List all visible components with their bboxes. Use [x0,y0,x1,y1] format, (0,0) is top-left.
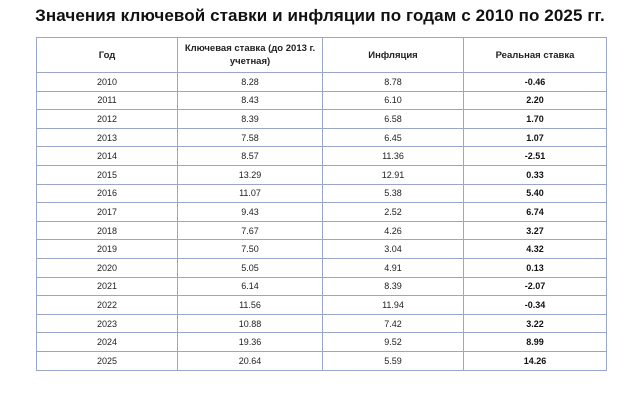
cell-real-rate: 3.27 [464,221,607,240]
table-row [37,221,607,240]
cell-year: 2012 [37,110,178,129]
cell-inflation: 5.59 [323,351,464,370]
rates-table [36,37,607,371]
table-row [37,165,607,184]
table-row [37,128,607,147]
cell-key-rate: 10.88 [178,314,323,333]
cell-real-rate: -2.07 [464,277,607,296]
cell-key-rate: 13.29 [178,165,323,184]
cell-year: 2017 [37,203,178,222]
cell-key-rate: 9.43 [178,203,323,222]
table-row [37,147,607,166]
cell-real-rate: 14.26 [464,351,607,370]
cell-key-rate: 20.64 [178,351,323,370]
cell-inflation: 2.52 [323,203,464,222]
cell-year: 2013 [37,128,178,147]
cell-real-rate: 3.22 [464,314,607,333]
cell-key-rate: 7.67 [178,221,323,240]
table-row [37,240,607,259]
cell-inflation: 6.10 [323,91,464,110]
cell-key-rate: 19.36 [178,333,323,352]
cell-key-rate: 8.28 [178,73,323,92]
cell-key-rate: 8.39 [178,110,323,129]
cell-year: 2019 [37,240,178,259]
cell-inflation: 11.36 [323,147,464,166]
cell-inflation: 9.52 [323,333,464,352]
table-row [37,184,607,203]
cell-year: 2011 [37,91,178,110]
page-title: Значения ключевой ставки и инфляции по годам с 2010 по 2025 гг. [35,6,605,25]
cell-year: 2014 [37,147,178,166]
cell-inflation: 12.91 [323,165,464,184]
cell-key-rate: 11.07 [178,184,323,203]
table-row [37,110,607,129]
table-row [37,351,607,370]
table-row [37,73,607,92]
cell-real-rate: 1.70 [464,110,607,129]
cell-year: 2021 [37,277,178,296]
cell-key-rate: 6.14 [178,277,323,296]
cell-real-rate: 2.20 [464,91,607,110]
cell-year: 2025 [37,351,178,370]
cell-key-rate: 7.58 [178,128,323,147]
cell-inflation: 4.26 [323,221,464,240]
header-inflation: Инфляция [323,38,464,73]
cell-key-rate: 7.50 [178,240,323,259]
cell-real-rate: -2.51 [464,147,607,166]
header-real-rate: Реальная ставка [464,38,607,73]
cell-year: 2010 [37,73,178,92]
cell-year: 2020 [37,258,178,277]
table-row [37,91,607,110]
cell-year: 2018 [37,221,178,240]
table-row [37,333,607,352]
cell-inflation: 7.42 [323,314,464,333]
cell-real-rate: -0.34 [464,296,607,315]
header-year: Год [37,38,178,73]
table-row [37,296,607,315]
cell-year: 2015 [37,165,178,184]
cell-inflation: 8.78 [323,73,464,92]
cell-inflation: 4.91 [323,258,464,277]
cell-year: 2024 [37,333,178,352]
cell-year: 2022 [37,296,178,315]
cell-real-rate: 1.07 [464,128,607,147]
table-row [37,203,607,222]
cell-inflation: 8.39 [323,277,464,296]
cell-key-rate: 8.57 [178,147,323,166]
cell-real-rate: 8.99 [464,333,607,352]
cell-real-rate: 6.74 [464,203,607,222]
cell-key-rate: 11.56 [178,296,323,315]
cell-real-rate: -0.46 [464,73,607,92]
cell-inflation: 6.58 [323,110,464,129]
table-row [37,277,607,296]
cell-key-rate: 8.43 [178,91,323,110]
cell-year: 2023 [37,314,178,333]
cell-key-rate: 5.05 [178,258,323,277]
cell-real-rate: 0.33 [464,165,607,184]
cell-inflation: 11.94 [323,296,464,315]
cell-inflation: 6.45 [323,128,464,147]
header-key-rate: Ключевая ставка (до 2013 г. учетная) [178,38,323,73]
table-body [37,73,607,371]
cell-real-rate: 0.13 [464,258,607,277]
table-header [37,38,607,73]
cell-real-rate: 4.32 [464,240,607,259]
cell-inflation: 5.38 [323,184,464,203]
header-row [37,38,607,73]
cell-real-rate: 5.40 [464,184,607,203]
table-row [37,314,607,333]
cell-year: 2016 [37,184,178,203]
table-row [37,258,607,277]
cell-inflation: 3.04 [323,240,464,259]
